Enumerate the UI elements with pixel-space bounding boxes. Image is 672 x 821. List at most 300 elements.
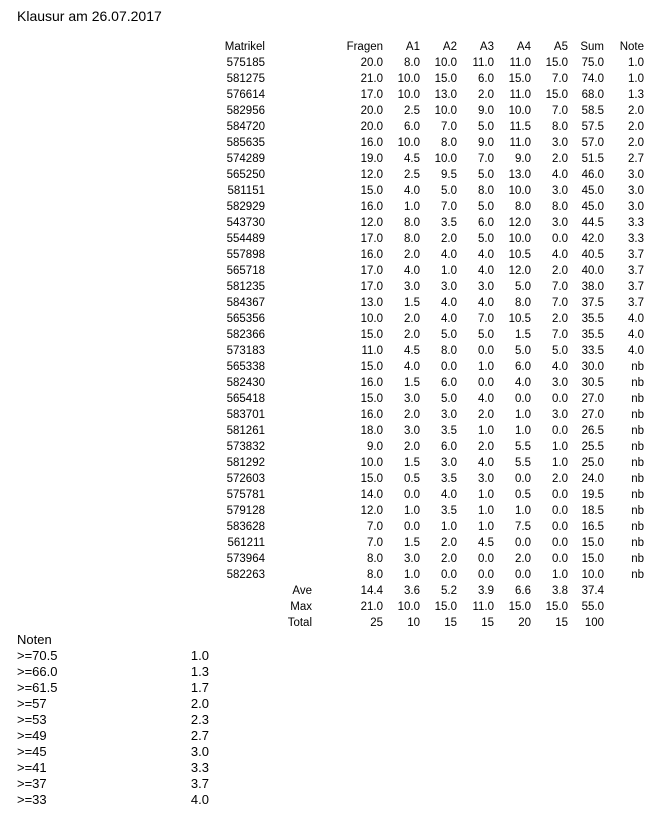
scale-grade: 3.3 xyxy=(190,760,209,775)
cell-empty xyxy=(604,583,644,599)
cell-fragen: 17.0 xyxy=(360,89,383,101)
summary-a5: 15.0 xyxy=(545,601,568,613)
cell-a5: 3.0 xyxy=(552,377,568,389)
table-row xyxy=(200,55,644,71)
cell-a4: 11.5 xyxy=(509,121,531,133)
cell-matrikel: 573183 xyxy=(226,345,265,357)
summary-a1: 10 xyxy=(407,617,420,629)
cell-note: nb xyxy=(631,553,644,565)
summary-label: Ave xyxy=(292,585,312,597)
summary-a4: 6.6 xyxy=(515,585,531,597)
cell-a5: 7.0 xyxy=(552,73,568,85)
cell-fragen: 20.0 xyxy=(360,105,383,117)
scale-grade: 3.0 xyxy=(190,744,209,759)
scale-threshold: >=33 xyxy=(17,792,47,807)
cell-matrikel: 582430 xyxy=(226,377,265,389)
scale-row xyxy=(17,648,209,664)
summary-sum: 37.4 xyxy=(581,585,604,597)
cell-a4: 12.0 xyxy=(508,265,531,277)
cell-a4: 1.0 xyxy=(515,425,531,437)
cell-a2: 3.5 xyxy=(441,505,457,517)
cell-a2: 3.0 xyxy=(441,281,457,293)
cell-matrikel: 581235 xyxy=(226,281,265,293)
cell-empty xyxy=(265,55,312,71)
table-row xyxy=(200,423,644,439)
scale-row xyxy=(17,744,209,760)
cell-note: nb xyxy=(631,393,644,405)
cell-sum: 38.0 xyxy=(581,281,604,293)
scale-row xyxy=(17,728,209,744)
summary-fragen: 21.0 xyxy=(360,601,383,613)
scale-threshold: >=70.5 xyxy=(17,648,58,663)
cell-fragen: 16.0 xyxy=(360,409,383,421)
cell-empty xyxy=(265,327,312,343)
cell-a4: 13.0 xyxy=(508,169,531,181)
cell-a3: 1.0 xyxy=(478,505,494,517)
scale-threshold: >=41 xyxy=(17,760,47,775)
header-a5: A5 xyxy=(553,41,568,53)
summary-label: Total xyxy=(287,617,312,629)
summary-a5: 15 xyxy=(555,617,568,629)
cell-a2: 10.0 xyxy=(434,57,457,69)
cell-note: 3.7 xyxy=(628,265,644,277)
cell-matrikel: 581261 xyxy=(226,425,265,437)
cell-empty xyxy=(265,119,312,135)
cell-note: nb xyxy=(631,537,644,549)
cell-note: nb xyxy=(631,457,644,469)
cell-a1: 3.0 xyxy=(404,281,420,293)
cell-empty xyxy=(265,135,312,151)
table-row xyxy=(200,151,644,167)
cell-a3: 7.0 xyxy=(478,313,494,325)
scale-row xyxy=(17,760,209,776)
cell-empty xyxy=(265,439,312,455)
header-row xyxy=(200,39,644,55)
cell-a1: 8.0 xyxy=(404,57,420,69)
cell-a1: 0.0 xyxy=(404,521,420,533)
summary-row xyxy=(200,583,644,599)
cell-note: nb xyxy=(631,425,644,437)
cell-a5: 5.0 xyxy=(552,345,568,357)
cell-a4: 5.5 xyxy=(515,457,531,469)
cell-a1: 10.0 xyxy=(397,73,420,85)
cell-matrikel: 582929 xyxy=(226,201,265,213)
table-row xyxy=(200,327,644,343)
cell-sum: 35.5 xyxy=(581,329,604,341)
cell-a3: 1.0 xyxy=(478,489,494,501)
table-row xyxy=(200,167,644,183)
cell-sum: 57.5 xyxy=(581,121,604,133)
cell-a2: 3.5 xyxy=(441,217,457,229)
cell-a5: 0.0 xyxy=(552,553,568,565)
table-row xyxy=(200,119,644,135)
cell-empty xyxy=(265,455,312,471)
cell-matrikel: 581151 xyxy=(227,185,265,197)
noten-title: Noten xyxy=(17,632,52,647)
summary-a1: 3.6 xyxy=(404,585,420,597)
scale-threshold: >=49 xyxy=(17,728,47,743)
header-a2: A2 xyxy=(442,41,457,53)
cell-a4: 0.0 xyxy=(515,393,531,405)
cell-a2: 3.0 xyxy=(441,457,457,469)
cell-fragen: 10.0 xyxy=(360,457,383,469)
scale-grade: 2.7 xyxy=(190,728,209,743)
cell-matrikel: 583628 xyxy=(226,521,265,533)
cell-sum: 26.5 xyxy=(581,425,604,437)
cell-note: nb xyxy=(631,569,644,581)
cell-fragen: 8.0 xyxy=(367,569,383,581)
cell-a5: 1.0 xyxy=(552,457,568,469)
table-row xyxy=(200,263,644,279)
cell-empty xyxy=(265,183,312,199)
cell-a3: 7.0 xyxy=(478,153,494,165)
cell-a1: 6.0 xyxy=(404,121,420,133)
table-row xyxy=(200,567,644,583)
cell-a2: 10.0 xyxy=(434,153,457,165)
cell-a1: 8.0 xyxy=(404,217,420,229)
cell-note: 2.7 xyxy=(628,153,644,165)
table-row xyxy=(200,343,644,359)
cell-note: 3.3 xyxy=(628,217,644,229)
cell-a3: 6.0 xyxy=(478,73,494,85)
cell-fragen: 16.0 xyxy=(360,249,383,261)
cell-fragen: 12.0 xyxy=(360,505,383,517)
cell-empty xyxy=(200,615,265,631)
cell-a4: 11.0 xyxy=(509,89,531,101)
cell-fragen: 11.0 xyxy=(361,345,383,357)
scale-row xyxy=(17,712,209,728)
cell-matrikel: 574289 xyxy=(226,153,265,165)
cell-matrikel: 565718 xyxy=(226,265,265,277)
cell-sum: 40.5 xyxy=(581,249,604,261)
cell-a4: 2.0 xyxy=(515,553,531,565)
cell-a2: 5.0 xyxy=(441,329,457,341)
cell-empty xyxy=(265,231,312,247)
table-row xyxy=(200,503,644,519)
cell-a2: 4.0 xyxy=(441,313,457,325)
cell-a1: 2.5 xyxy=(404,105,420,117)
cell-a3: 9.0 xyxy=(478,105,494,117)
cell-note: nb xyxy=(631,505,644,517)
cell-a1: 1.0 xyxy=(404,505,420,517)
table-row xyxy=(200,135,644,151)
table-row xyxy=(200,295,644,311)
cell-a2: 3.5 xyxy=(441,425,457,437)
cell-empty xyxy=(265,567,312,583)
cell-a1: 2.0 xyxy=(404,329,420,341)
cell-a2: 10.0 xyxy=(434,105,457,117)
cell-fragen: 15.0 xyxy=(360,361,383,373)
cell-sum: 19.5 xyxy=(581,489,604,501)
cell-a4: 10.0 xyxy=(508,233,531,245)
table-row xyxy=(200,455,644,471)
cell-sum: 27.0 xyxy=(581,393,604,405)
cell-empty xyxy=(265,151,312,167)
cell-a1: 4.5 xyxy=(404,345,420,357)
summary-row xyxy=(200,615,644,631)
cell-note: nb xyxy=(631,409,644,421)
cell-a2: 0.0 xyxy=(441,361,457,373)
cell-a1: 2.0 xyxy=(404,249,420,261)
cell-a2: 0.0 xyxy=(441,569,457,581)
table-row xyxy=(200,519,644,535)
header-matrikel: Matrikel xyxy=(224,41,265,53)
cell-a4: 7.5 xyxy=(515,521,531,533)
cell-empty xyxy=(265,423,312,439)
summary-fragen: 25 xyxy=(370,617,383,629)
cell-a3: 4.0 xyxy=(478,249,494,261)
cell-a2: 4.0 xyxy=(441,249,457,261)
cell-a2: 5.0 xyxy=(441,185,457,197)
cell-a2: 7.0 xyxy=(441,201,457,213)
cell-a5: 7.0 xyxy=(552,281,568,293)
cell-a5: 0.0 xyxy=(552,233,568,245)
cell-a5: 2.0 xyxy=(552,265,568,277)
cell-a4: 9.0 xyxy=(515,153,531,165)
cell-fragen: 15.0 xyxy=(360,329,383,341)
cell-a2: 15.0 xyxy=(434,73,457,85)
table-row xyxy=(200,375,644,391)
cell-fragen: 14.0 xyxy=(360,489,383,501)
cell-a2: 2.0 xyxy=(441,537,457,549)
cell-matrikel: 572603 xyxy=(226,473,265,485)
cell-empty xyxy=(200,583,265,599)
cell-matrikel: 582263 xyxy=(226,569,265,581)
cell-fragen: 16.0 xyxy=(360,377,383,389)
cell-a4: 10.0 xyxy=(508,105,531,117)
scale-grade: 2.0 xyxy=(190,696,209,711)
scale-row xyxy=(17,696,209,712)
scale-grade: 1.7 xyxy=(190,680,209,695)
cell-empty xyxy=(265,215,312,231)
scale-grade: 1.3 xyxy=(190,664,209,679)
cell-matrikel: 554489 xyxy=(226,233,265,245)
cell-a2: 4.0 xyxy=(441,297,457,309)
scale-threshold: >=45 xyxy=(17,744,47,759)
table-row xyxy=(200,279,644,295)
cell-a4: 0.0 xyxy=(515,473,531,485)
cell-matrikel: 565250 xyxy=(226,169,265,181)
cell-empty xyxy=(604,615,644,631)
cell-a3: 4.0 xyxy=(478,265,494,277)
cell-note: 1.0 xyxy=(628,73,644,85)
table-row xyxy=(200,391,644,407)
cell-note: 3.0 xyxy=(628,201,644,213)
cell-matrikel: 581292 xyxy=(226,457,265,469)
cell-a1: 1.5 xyxy=(404,297,420,309)
cell-sum: 44.5 xyxy=(581,217,604,229)
cell-a5: 15.0 xyxy=(545,89,568,101)
scale-threshold: >=61.5 xyxy=(17,680,58,695)
cell-sum: 40.0 xyxy=(581,265,604,277)
cell-a2: 6.0 xyxy=(441,441,457,453)
cell-empty xyxy=(265,71,312,87)
cell-a1: 4.5 xyxy=(404,153,420,165)
cell-a1: 1.0 xyxy=(404,201,420,213)
cell-a5: 0.0 xyxy=(552,425,568,437)
header-fragen: Fragen xyxy=(346,41,383,53)
cell-note: nb xyxy=(631,521,644,533)
cell-matrikel: 582956 xyxy=(226,105,265,117)
cell-a4: 0.0 xyxy=(515,537,531,549)
summary-a2: 5.2 xyxy=(441,585,457,597)
table-row xyxy=(200,247,644,263)
cell-sum: 25.5 xyxy=(581,441,604,453)
cell-a4: 1.0 xyxy=(515,409,531,421)
cell-a3: 4.0 xyxy=(478,297,494,309)
cell-empty xyxy=(265,535,312,551)
cell-a4: 0.5 xyxy=(515,489,531,501)
cell-a3: 5.0 xyxy=(478,169,494,181)
cell-empty xyxy=(200,599,265,615)
cell-note: 1.3 xyxy=(628,89,644,101)
header-a4: A4 xyxy=(516,41,531,53)
cell-empty xyxy=(265,551,312,567)
cell-sum: 68.0 xyxy=(581,89,604,101)
cell-a3: 3.0 xyxy=(478,473,494,485)
cell-a1: 2.5 xyxy=(404,169,420,181)
scale-grade: 3.7 xyxy=(190,776,209,791)
cell-a2: 1.0 xyxy=(441,521,457,533)
cell-sum: 10.0 xyxy=(581,569,604,581)
cell-matrikel: 584367 xyxy=(226,297,265,309)
cell-a2: 3.5 xyxy=(441,473,457,485)
table-row xyxy=(200,103,644,119)
cell-sum: 33.5 xyxy=(581,345,604,357)
cell-a2: 9.5 xyxy=(441,169,457,181)
cell-fragen: 7.0 xyxy=(367,537,383,549)
cell-matrikel: 565356 xyxy=(226,313,265,325)
cell-a4: 8.0 xyxy=(515,201,531,213)
header-empty xyxy=(265,39,312,55)
cell-a4: 11.0 xyxy=(509,137,531,149)
header-sum: Sum xyxy=(580,41,604,53)
table-row xyxy=(200,487,644,503)
cell-a3: 4.0 xyxy=(478,393,494,405)
cell-a3: 5.0 xyxy=(478,233,494,245)
table-row xyxy=(200,407,644,423)
cell-note: 1.0 xyxy=(628,57,644,69)
cell-fragen: 10.0 xyxy=(360,313,383,325)
summary-a3: 15 xyxy=(481,617,494,629)
cell-a2: 6.0 xyxy=(441,377,457,389)
cell-empty xyxy=(265,359,312,375)
cell-sum: 25.0 xyxy=(581,457,604,469)
cell-empty xyxy=(265,247,312,263)
cell-fragen: 19.0 xyxy=(360,153,383,165)
cell-matrikel: 565418 xyxy=(226,393,265,405)
cell-fragen: 15.0 xyxy=(360,185,383,197)
cell-sum: 30.5 xyxy=(581,377,604,389)
cell-a1: 2.0 xyxy=(404,441,420,453)
summary-fragen: 14.4 xyxy=(360,585,383,597)
cell-a4: 12.0 xyxy=(508,217,531,229)
cell-sum: 45.0 xyxy=(581,185,604,197)
cell-sum: 74.0 xyxy=(581,73,604,85)
cell-a3: 5.0 xyxy=(478,201,494,213)
cell-a3: 1.0 xyxy=(478,425,494,437)
cell-empty xyxy=(604,599,644,615)
cell-a5: 4.0 xyxy=(552,249,568,261)
cell-empty xyxy=(265,487,312,503)
table-row xyxy=(200,359,644,375)
cell-a5: 3.0 xyxy=(552,217,568,229)
table-row xyxy=(200,551,644,567)
cell-a4: 0.0 xyxy=(515,569,531,581)
cell-a1: 4.0 xyxy=(404,185,420,197)
cell-note: nb xyxy=(631,441,644,453)
cell-matrikel: 575781 xyxy=(226,489,265,501)
table-row xyxy=(200,439,644,455)
cell-matrikel: 585635 xyxy=(226,137,265,149)
cell-sum: 75.0 xyxy=(581,57,604,69)
cell-note: 4.0 xyxy=(628,345,644,357)
cell-sum: 57.0 xyxy=(581,137,604,149)
summary-sum: 55.0 xyxy=(581,601,604,613)
cell-matrikel: 573964 xyxy=(226,553,265,565)
cell-fragen: 20.0 xyxy=(360,57,383,69)
cell-empty xyxy=(265,279,312,295)
cell-matrikel: 576614 xyxy=(226,89,265,101)
cell-fragen: 17.0 xyxy=(360,265,383,277)
cell-sum: 15.0 xyxy=(581,553,604,565)
cell-a5: 8.0 xyxy=(552,121,568,133)
cell-note: 3.7 xyxy=(628,281,644,293)
scale-grade: 1.0 xyxy=(190,648,209,663)
cell-a1: 4.0 xyxy=(404,265,420,277)
cell-fragen: 8.0 xyxy=(367,553,383,565)
cell-fragen: 20.0 xyxy=(360,121,383,133)
cell-fragen: 16.0 xyxy=(360,137,383,149)
cell-note: 2.0 xyxy=(628,121,644,133)
cell-note: nb xyxy=(631,377,644,389)
cell-a3: 2.0 xyxy=(478,409,494,421)
cell-a1: 3.0 xyxy=(404,553,420,565)
cell-empty xyxy=(265,407,312,423)
scale-threshold: >=53 xyxy=(17,712,47,727)
summary-a4: 20 xyxy=(518,617,531,629)
cell-a3: 5.0 xyxy=(478,121,494,133)
cell-sum: 24.0 xyxy=(581,473,604,485)
cell-sum: 15.0 xyxy=(581,537,604,549)
cell-matrikel: 581275 xyxy=(226,73,265,85)
cell-matrikel: 582366 xyxy=(226,329,265,341)
cell-a1: 1.5 xyxy=(404,537,420,549)
cell-a1: 10.0 xyxy=(397,89,420,101)
cell-fragen: 13.0 xyxy=(360,297,383,309)
summary-a4: 15.0 xyxy=(508,601,531,613)
cell-fragen: 17.0 xyxy=(360,233,383,245)
scale-threshold: >=57 xyxy=(17,696,47,711)
scale-row xyxy=(17,776,209,792)
cell-a5: 3.0 xyxy=(552,137,568,149)
cell-a3: 8.0 xyxy=(478,185,494,197)
cell-a3: 0.0 xyxy=(478,553,494,565)
cell-empty xyxy=(265,167,312,183)
cell-note: 2.0 xyxy=(628,105,644,117)
cell-a3: 9.0 xyxy=(478,137,494,149)
cell-a5: 7.0 xyxy=(552,297,568,309)
cell-note: 2.0 xyxy=(628,137,644,149)
summary-a5: 3.8 xyxy=(552,585,568,597)
cell-matrikel: 579128 xyxy=(226,505,265,517)
cell-sum: 30.0 xyxy=(581,361,604,373)
cell-a3: 4.0 xyxy=(478,457,494,469)
cell-empty xyxy=(265,311,312,327)
summary-a3: 3.9 xyxy=(478,585,494,597)
cell-a3: 4.5 xyxy=(478,537,494,549)
cell-a4: 15.0 xyxy=(508,73,531,85)
